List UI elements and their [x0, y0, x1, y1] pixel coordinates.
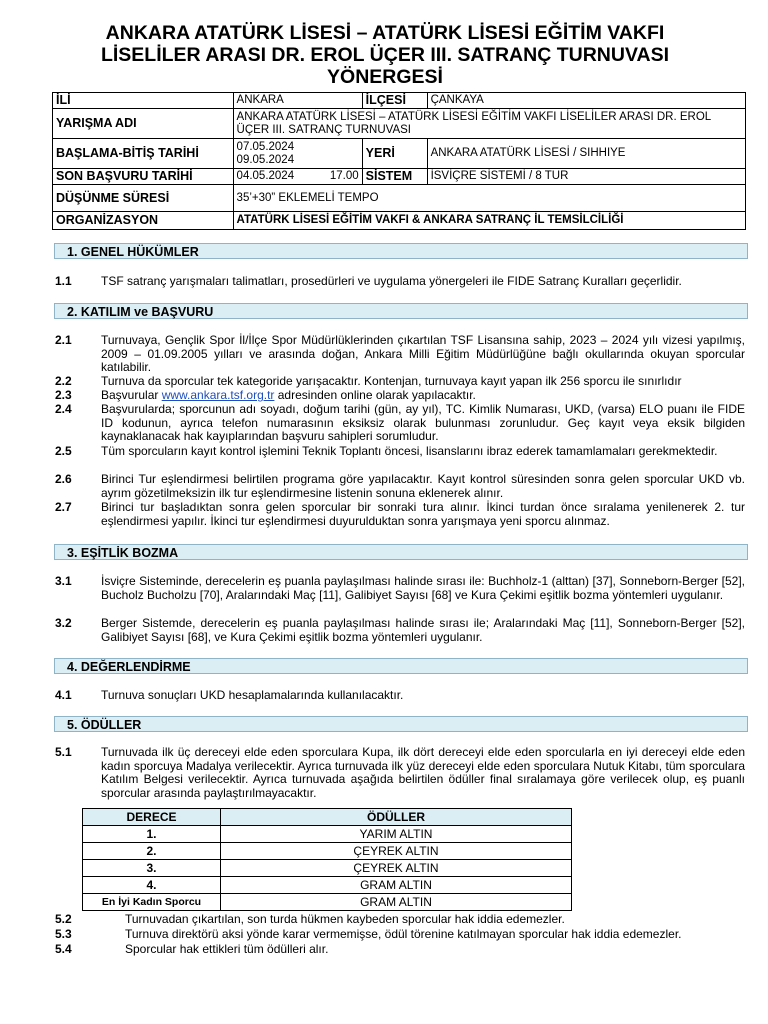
- award-rank: 1.: [83, 826, 221, 843]
- basvuru-label: SON BAŞVURU TARİHİ: [53, 169, 234, 185]
- award-prize: ÇEYREK ALTIN: [221, 843, 572, 860]
- table-row: [83, 826, 572, 843]
- item-text: Berger Sistemde, derecelerin eş puanla paylaşılması halinde sırası ile; Aralarındaki Maç [11], Sonneborn-Berger [52], Galibiyet Sayısı [68], ve Kura Çekimi eşitlik bozma yöntemleri uygulanır.: [101, 616, 745, 644]
- item-number: 5.3: [55, 927, 72, 941]
- yeri-value: ANKARA ATATÜRK LİSESİ / SIHHIYE: [427, 139, 745, 169]
- item-number: 5.2: [55, 912, 72, 926]
- section-1-header: 1. GENEL HÜKÜMLER: [54, 243, 748, 259]
- item-text: Turnuva da sporcular tek kategoride yarışacaktır. Kontenjan, turnuvaya kayıt yapan ilk 256 sporcu ile sınırlıdır: [101, 374, 682, 388]
- item-text-post: adresinden online olarak yapılacaktır.: [274, 388, 476, 402]
- table-row: [83, 877, 572, 894]
- award-rank: 4.: [83, 877, 221, 894]
- title-line-3: YÖNERGESİ: [327, 66, 443, 88]
- award-rank: En İyi Kadın Sporcu: [83, 894, 221, 911]
- ili-label: İLİ: [53, 93, 234, 109]
- table-row: [83, 843, 572, 860]
- item-text: Turnuvaya, Gençlik Spor İl/İlçe Spor Müdürlüklerinden çıkartılan TSF Lisansına sahip, 2023 – 2024 yılı vizesi yapılmış, 2009 – 01.09.2005 yılları ve arasında doğan, Ankara Milli Eğitim Müdürlüğüne bağlı okullarında okuyan sporcular katılabilir.: [101, 333, 745, 374]
- item-number: 2.5: [55, 444, 72, 458]
- ilce-label: İLÇESİ: [362, 93, 427, 109]
- item-number: 4.1: [55, 688, 72, 702]
- ilce-value: ÇANKAYA: [427, 93, 745, 109]
- yarisma-label: YARIŞMA ADI: [53, 109, 234, 139]
- item-text: Tüm sporcuların kayıt kontrol işlemini Teknik Toplantı öncesi, lisanslarını ibraz ederek tamamlamaları gerekmektedir.: [101, 444, 718, 458]
- awards-header-oduller: ÖDÜLLER: [221, 809, 572, 826]
- item-number: 2.2: [55, 374, 72, 388]
- item-number: 1.1: [55, 274, 72, 288]
- section-2-header: 2. KATILIM ve BAŞVURU: [54, 303, 748, 319]
- sistem-label: SİSTEM: [362, 169, 427, 185]
- basvuru-date: 04.05.2024: [233, 169, 327, 185]
- award-rank: 3.: [83, 860, 221, 877]
- award-prize: ÇEYREK ALTIN: [221, 860, 572, 877]
- tarih-value: [233, 139, 362, 169]
- title-line-1: ANKARA ATATÜRK LİSESİ – ATATÜRK LİSESİ EĞİTİM VAKFI: [105, 22, 665, 44]
- item-number: 2.4: [55, 402, 72, 416]
- award-prize: YARIM ALTIN: [221, 826, 572, 843]
- tarih-label: BAŞLAMA-BİTİŞ TARİHİ: [53, 139, 234, 169]
- table-row: [83, 894, 572, 911]
- item-text-pre: Başvurular: [101, 388, 162, 402]
- section-4-header: 4. DEĞERLENDİRME: [54, 658, 748, 674]
- item-number: 2.7: [55, 500, 72, 514]
- item-number: 3.1: [55, 574, 72, 588]
- item-number: 5.4: [55, 942, 72, 956]
- item-text: [101, 389, 745, 403]
- awards-header-derece: DERECE: [83, 809, 221, 826]
- ili-value: ANKARA: [233, 93, 362, 109]
- item-number: 3.2: [55, 616, 72, 630]
- item-text: İsviçre Sisteminde, derecelerin eş puanla paylaşılması halinde sırası ile: Buchholz-1 (alttan) [37], Sonneborn-Berger [52], Bucholz Bucholzu [70], Aralarındaki Maç [11], Galibiyet Sayısı [68] ve Kura Çekimi eşitlik bozma yöntemleri uygulanır.: [101, 574, 745, 602]
- item-number: 2.1: [55, 333, 72, 347]
- item-text: Turnuva direktörü aksi yönde karar vermemişse, ödül törenine katılmayan sporcular hak iddia edemezler.: [125, 927, 682, 941]
- item-text: Turnuvada ilk üç dereceyi elde eden sporculara Kupa, ilk dört dereceyi elde eden sporcularla en iyi dereceyi elde eden kadın sporcuya Madalya verilecektir. Ayrıca turnuvada ilk yüz dereceyi elde eden sporculara Nutuk Kitabı, tüm sporculara Katılım Belgesi verilecektir. Ayrıca turnuvada aşağıda belirtilen ödüller final sıralamaya göre verilecek olup, eş puanlı sporcular arasında paylaştırılmayacaktır.: [101, 745, 745, 800]
- organizasyon-label: ORGANİZASYON: [53, 212, 234, 230]
- dusunme-label: DÜŞÜNME SÜRESİ: [53, 185, 234, 212]
- item-text: Birinci tur başladıktan sonra gelen sporcular bir sonraki tura alınır. İkinci turdan önce sıralama yenilenerek 2. tur eşlendirmesi yapılır. İkinci tur eşlendirmesi duyurulduktan sonra yarışmaya yeni sporcu alınmaz.: [101, 500, 745, 528]
- tarih-end: 09.05.2024: [236, 153, 295, 166]
- award-prize: GRAM ALTIN: [221, 877, 572, 894]
- section-3-header: 3. EŞİTLİK BOZMA: [54, 544, 748, 560]
- awards-table: [82, 808, 572, 911]
- basvuru-time: 17.00: [327, 169, 362, 185]
- item-text: TSF satranç yarışmaları talimatları, prosedürleri ve uygulama yönergeleri ile FIDE Satranç Kuralları geçerlidir.: [101, 274, 682, 288]
- table-row: [83, 860, 572, 877]
- yeri-label: YERİ: [362, 139, 427, 169]
- title-line-2: LİSELİLER ARASI DR. EROL ÜÇER III. SATRANÇ TURNUVASI: [100, 44, 670, 66]
- award-rank: 2.: [83, 843, 221, 860]
- sistem-value: İSVİÇRE SİSTEMİ / 8 TUR: [427, 169, 745, 185]
- dusunme-value: 35’+30” EKLEMELİ TEMPO: [233, 185, 745, 212]
- tarih-start: 07.05.2024: [236, 141, 295, 153]
- item-text: Sporcular hak ettikleri tüm ödülleri alır.: [125, 942, 329, 956]
- organizasyon-value: ATATÜRK LİSESİ EĞİTİM VAKFI & ANKARA SATRANÇ İL TEMSİLCİLİĞİ: [233, 212, 745, 230]
- item-text: Birinci Tur eşlendirmesi belirtilen programa göre yapılacaktır. Kayıt kontrol süresinden sonra gelen sporcular UKD vb. ayrım gözetilmeksizin ilk tur eşlendirmesine listenin sonuna eklenerek alınır.: [101, 472, 745, 500]
- tsf-website-link[interactable]: www.ankara.tsf.org.tr: [161, 388, 275, 402]
- item-text: Turnuvadan çıkartılan, son turda hükmen kaybeden sporcular hak iddia edemezler.: [125, 912, 565, 926]
- info-table: [52, 92, 746, 230]
- section-5-header: 5. ÖDÜLLER: [54, 716, 748, 732]
- item-text: Turnuva sonuçları UKD hesaplamalarında kullanılacaktır.: [101, 688, 404, 702]
- award-prize: GRAM ALTIN: [221, 894, 572, 911]
- item-number: 2.6: [55, 472, 72, 486]
- item-text: Başvurularda; sporcunun adı soyadı, doğum tarihi (gün, ay yıl), TC. Kimlik Numarası, UKD, (varsa) ELO puanı ile FIDE ID kodunun, ayrıca telefon numarasının eksiksiz olarak bulunması zorunludur. Geç kayıt veya eksik bilgiden kaynaklanacak hak kayıplarından başvuru sahipleri sorumludur.: [101, 402, 745, 443]
- item-number: 2.3: [55, 388, 72, 402]
- document-title: [40, 22, 730, 88]
- yarisma-value: ANKARA ATATÜRK LİSESİ – ATATÜRK LİSESİ EĞİTİM VAKFI LİSELİLER ARASI DR. EROL ÜÇER III. SATRANÇ TURNUVASI: [233, 109, 745, 139]
- item-number: 5.1: [55, 745, 72, 759]
